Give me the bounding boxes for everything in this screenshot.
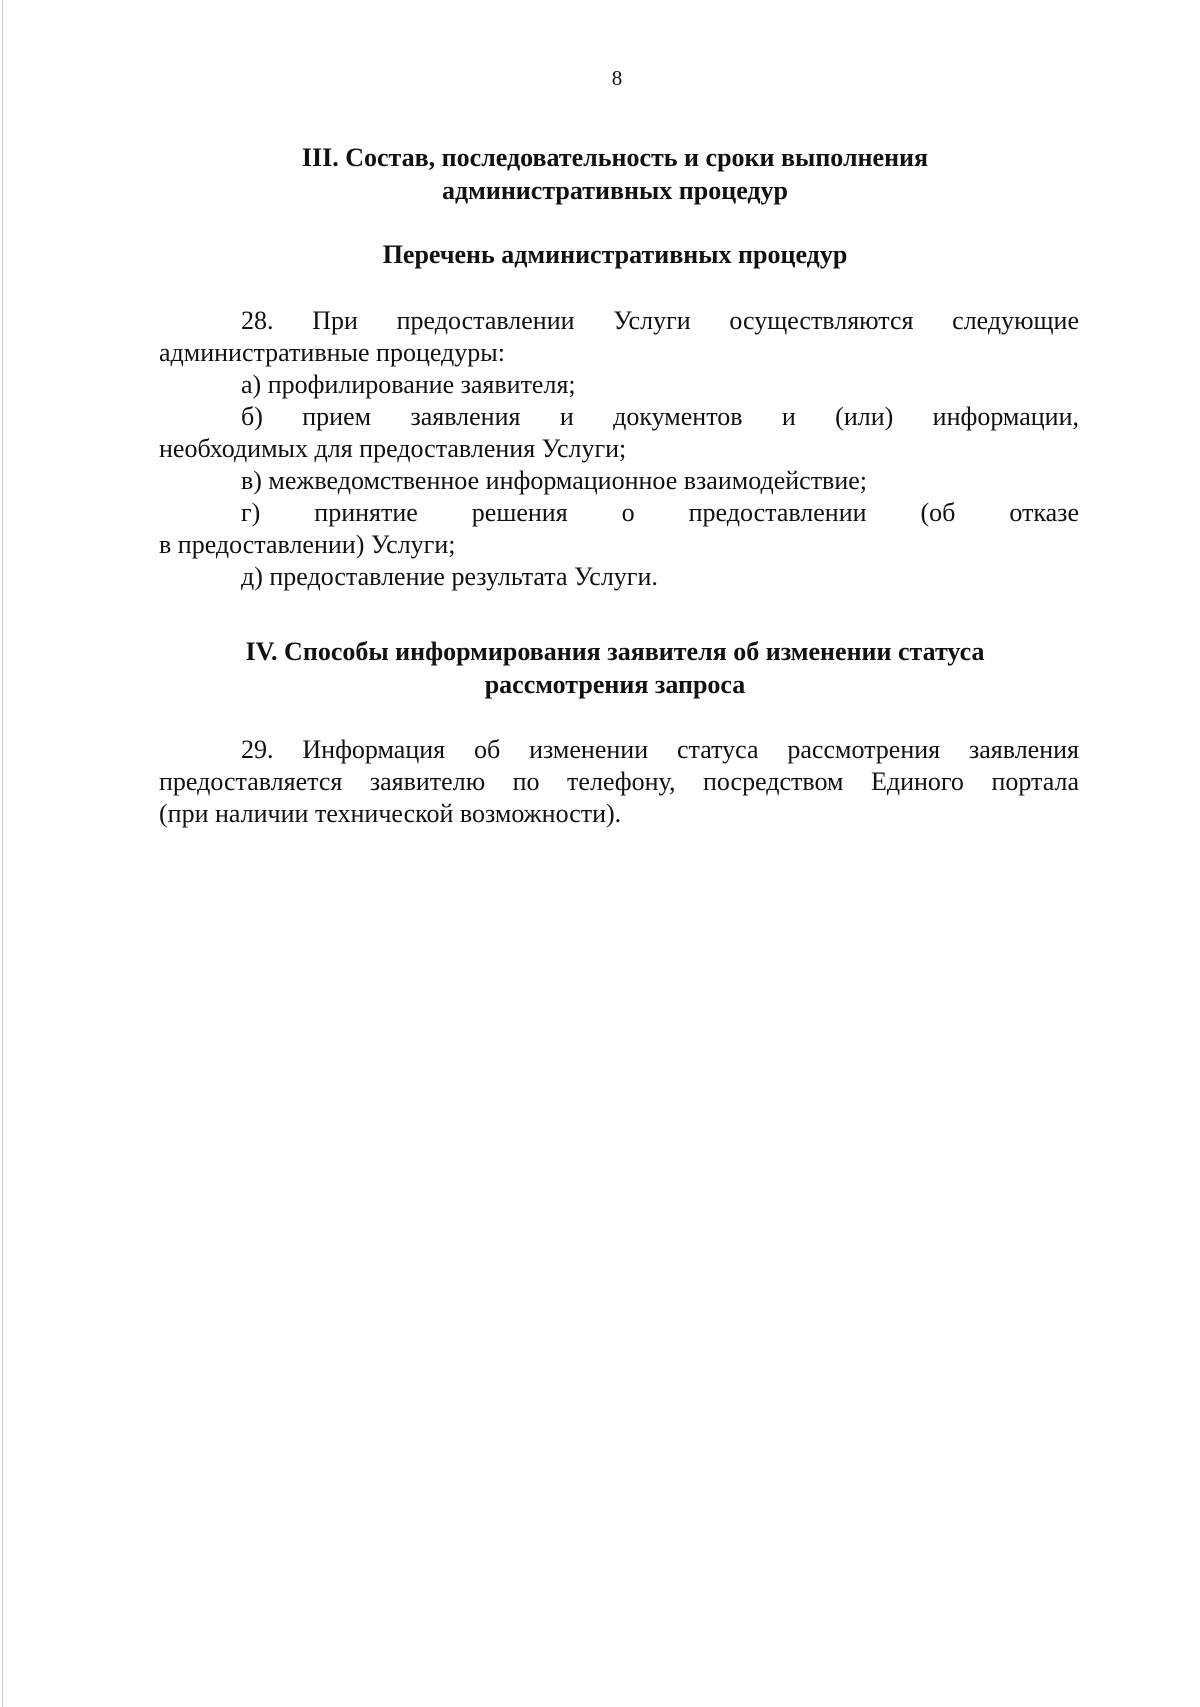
list-item-g-line-1: г) принятие решения о предоставлении (об отказе: [241, 498, 1079, 527]
list-item-a: а) профилирование заявителя;: [241, 370, 576, 399]
list-item-v: в) межведомственное информационное взаимодействие;: [241, 466, 868, 495]
section-4-heading-line-1: IV. Способы информирования заявителя об изменении статуса: [245, 637, 985, 666]
scan-edge: [2, 0, 3, 1707]
list-item-b-line-1: б) прием заявления и документов и (или) информации,: [241, 402, 1079, 431]
paragraph-28: [159, 305, 1079, 593]
section-3-heading-line-2: административных процедур: [441, 176, 789, 205]
page-number: 8: [611, 66, 623, 90]
list-item-g-line-2: в предоставлении) Услуги;: [159, 530, 456, 559]
section-4-heading: [150, 635, 1080, 701]
paragraph-28-line-1: 28. При предоставлении Услуги осуществляются следующие: [241, 306, 1079, 335]
paragraph-28-line-2: административные процедуры:: [159, 338, 505, 367]
section-4-heading-line-2: рассмотрения запроса: [484, 670, 746, 699]
list-item-d: д) предоставление результата Услуги.: [241, 562, 658, 591]
list-item-b-line-2: необходимых для предоставления Услуги;: [159, 434, 627, 463]
paragraph-29-line-1: 29. Информация об изменении статуса рассмотрения заявления: [241, 735, 1079, 764]
section-3-heading: [150, 141, 1080, 207]
procedures-list-heading: [150, 238, 1080, 271]
paragraph-29: [159, 734, 1079, 830]
paragraph-29-line-3: (при наличии технической возможности).: [159, 799, 622, 828]
paragraph-29-line-2: предоставляется заявителю по телефону, посредством Единого портала: [159, 767, 1079, 796]
procedures-list-heading-text: Перечень административных процедур: [382, 240, 848, 269]
section-3-heading-line-1: III. Состав, последовательность и сроки выполнения: [301, 143, 929, 172]
